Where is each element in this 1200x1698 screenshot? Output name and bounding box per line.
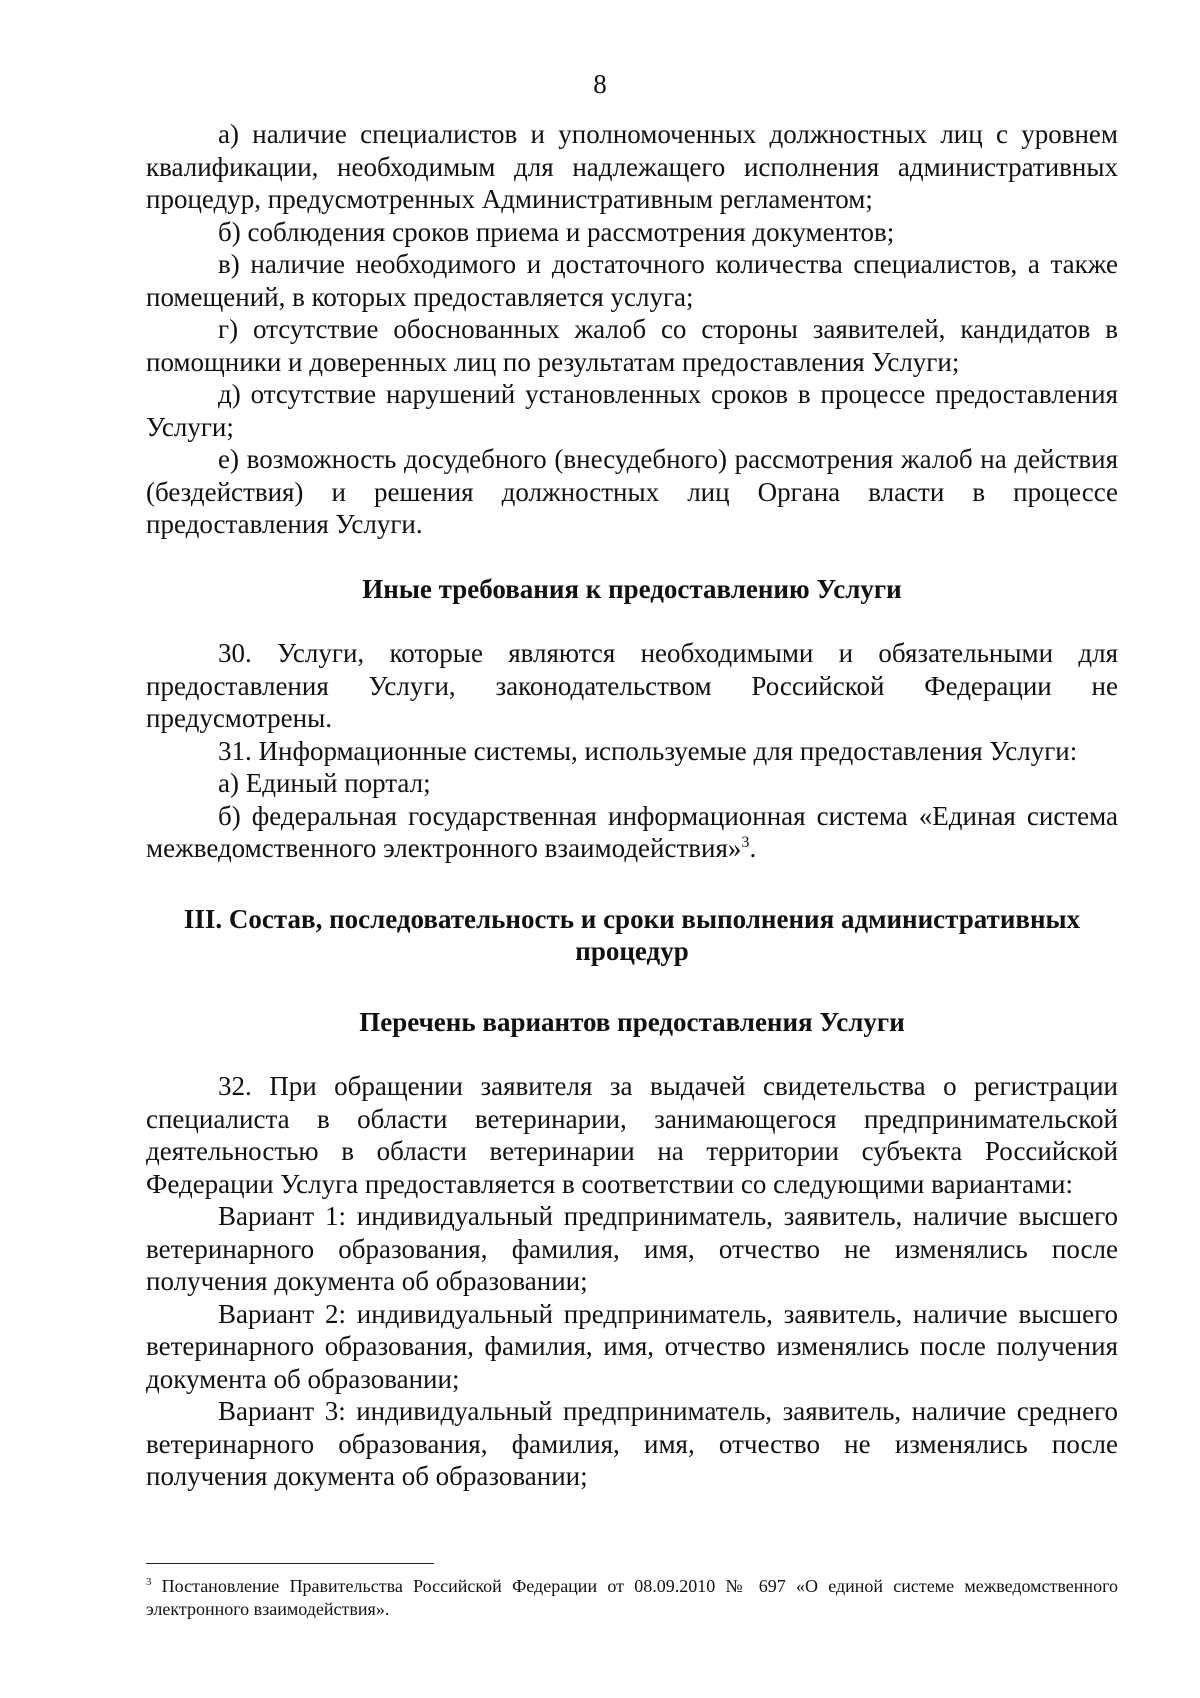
paragraph-31-a: а) Единый портал; <box>218 768 431 798</box>
paragraph-31-b-end: . <box>749 833 757 863</box>
footnote-reference: 3 <box>741 833 750 851</box>
paragraph-32: 32. При обращении заявителя за выдачей свидетельства о регистрации специалиста в области ветеринарии, занимающегося предпринимательской деятельностью в области ветеринарии на территории субъекта Российской Федерации Услуга предоставляется в соответствии со следующими вариантами: <box>146 1071 1118 1199</box>
variant-3: Вариант 3: индивидуальный предприниматель, заявитель, наличие среднего ветеринарного образования, фамилия, имя, отчество не изменялись после получения документа об образовании; <box>146 1396 1118 1491</box>
variant-1: Вариант 1: индивидуальный предприниматель, заявитель, наличие высшего ветеринарного образования, фамилия, имя, отчество не изменялись после получения документа об образовании; <box>146 1201 1118 1296</box>
footnote-divider <box>146 1563 434 1564</box>
list-item-d: д) отсутствие нарушений установленных сроков в процессе предоставления Услуги; <box>146 379 1118 442</box>
footnote-text: Постановление Правительства Российской Федерации от 08.09.2010 № 697 «О единой системе межведомственного электронного взаимодействия». <box>146 1576 1118 1619</box>
list-item-v: в) наличие необходимого и достаточного количества специалистов, а также помещений, в которых предоставляется услуга; <box>146 249 1118 312</box>
chapter-heading-line-2: процедур <box>575 936 689 966</box>
paragraph-31-b-text: б) федеральная государственная информационная система «Единая система межведомственного электронного взаимодействия» <box>146 800 1118 863</box>
paragraph-30: 30. Услуги, которые являются необходимыми и обязательными для предоставления Услуги, законодательством Российской Федерации не предусмотрены. <box>146 638 1118 733</box>
main-text <box>146 118 1118 1493</box>
page-number: 8 <box>593 69 607 99</box>
chapter-heading-line-1: III. Состав, последовательность и сроки выполнения административных <box>183 903 1081 934</box>
list-item-b: б) соблюдения сроков приема и рассмотрения документов; <box>218 216 895 247</box>
paragraph-31-b <box>146 800 1118 865</box>
list-item-a: а) наличие специалистов и уполномоченных должностных лиц с уровнем квалификации, необходимым для надлежащего исполнения административных процедур, предусмотренных Административным регламентом; <box>146 119 1118 214</box>
variant-2: Вариант 2: индивидуальный предприниматель, заявитель, наличие высшего ветеринарного образования, фамилия, имя, отчество изменялись после получения документа об образовании; <box>146 1298 1118 1394</box>
footnote <box>146 1575 1118 1621</box>
paragraph-31: 31. Информационные системы, используемые для предоставления Услуги: <box>218 735 1078 766</box>
list-item-e: е) возможность досудебного (внесудебного) рассмотрения жалоб на действия (бездействия) и решения должностных лиц Органа власти в процессе предоставления Услуги. <box>146 444 1118 539</box>
footnote-mark: 3 <box>146 1576 152 1588</box>
section-heading-other-requirements: Иные требования к предоставлению Услуги <box>362 573 902 604</box>
list-item-g: г) отсутствие обоснованных жалоб со стороны заявителей, кандидатов в помощники и доверенных лиц по результатам предоставления Услуги; <box>146 314 1118 377</box>
section-heading-variants: Перечень вариантов предоставления Услуги <box>359 1006 905 1037</box>
